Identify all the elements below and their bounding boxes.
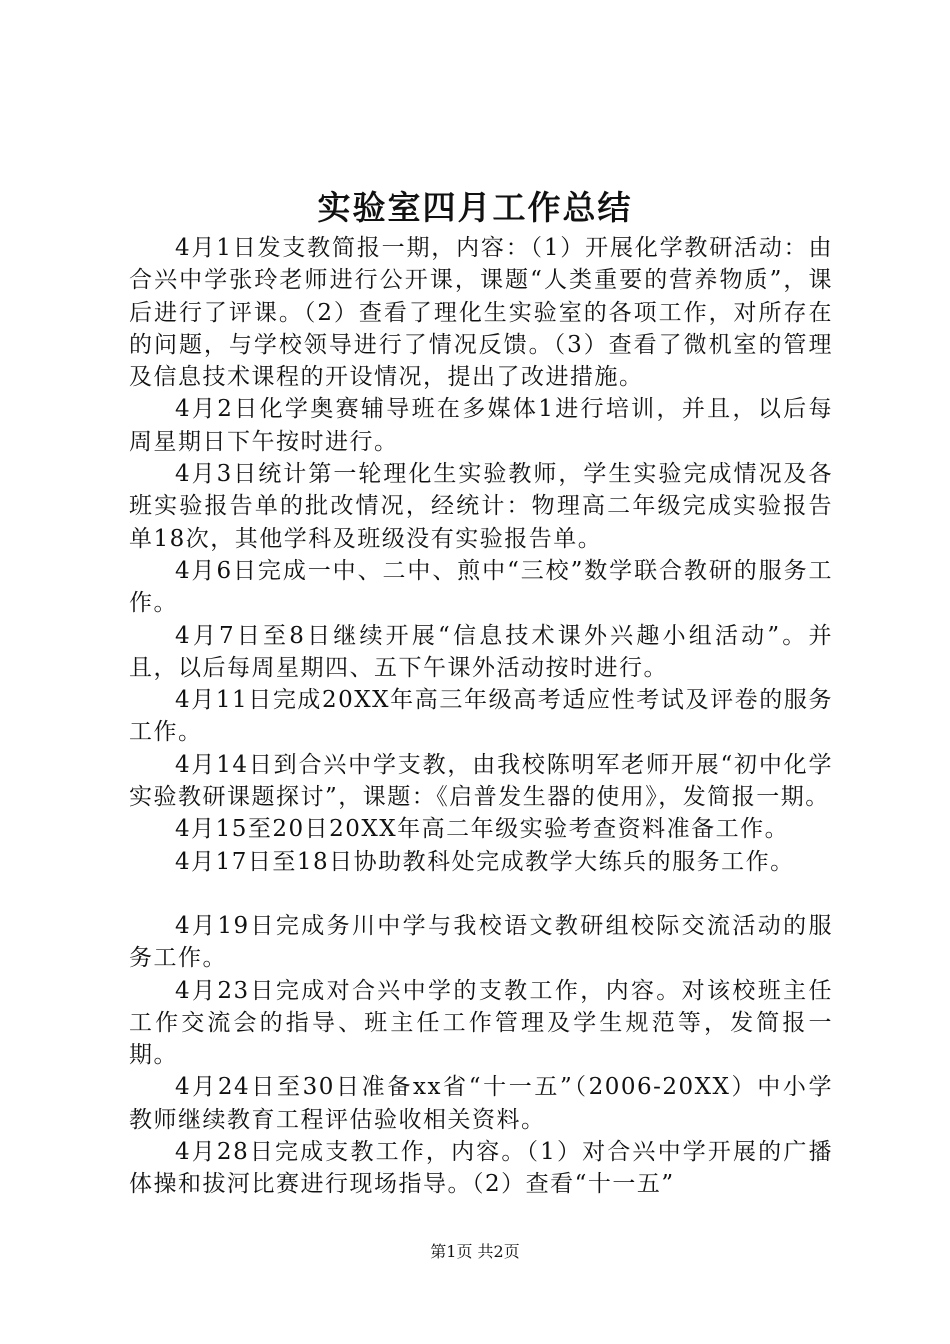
paragraph-apr-01: 4月1日发支教简报一期，内容：（1）开展化学教研活动：由合兴中学张玲老师进行公开课，课题“人类重要的营养物质”，课后进行了评课。（2）查看了理化生实验室的各项工作，对所存在的问题，与学校领导进行了情况反馈。（3）查看了微机室的管理及信息技术课程的开设情况，提出了改进措施。 [129, 235, 833, 391]
paragraph-apr-06: 4月6日完成一中、二中、煎中“三校”数学联合教研的服务工作。 [129, 557, 833, 617]
paragraph-apr-03: 4月3日统计第一轮理化生实验教师，学生实验完成情况及各班实验报告单的批改情况，经统计：物理高二年级完成实验报告单18次，其他学科及班级没有实验报告单。 [129, 461, 833, 552]
document-title: 实验室四月工作总结 [317, 188, 633, 227]
paragraph-apr-19: 4月19日完成务川中学与我校语文教研组校际交流活动的服务工作。 [129, 912, 833, 972]
paragraph-apr-14: 4月14日到合兴中学支教，由我校陈明军老师开展“初中化学实验教研课题探讨”，课题：《启普发生器的使用》，发简报一期。 [129, 751, 833, 811]
paragraph-apr-17: 4月17日至18日协助教科处完成教学大练兵的服务工作。 [175, 848, 795, 875]
paragraph-apr-11: 4月11日完成20XX年高三年级高考适应性考试及评卷的服务工作。 [129, 687, 833, 746]
page-indicator: 第1页 共2页 [430, 1242, 520, 1261]
document-body [129, 232, 833, 1201]
paragraph-apr-24: 4月24日至30日准备xx省“十一五”（2006-20XX）中小学教师继续教育工程评估验收相关资料。 [129, 1074, 833, 1133]
paragraph-apr-28: 4月28日完成支教工作，内容。（1）对合兴中学开展的广播体操和拔河比赛进行现场指导。（2）查看“十一五” [129, 1139, 833, 1198]
paragraph-apr-07: 4月7日至8日继续开展“信息技术课外兴趣小组活动”。并且，以后每周星期四、五下午课外活动按时进行。 [129, 622, 833, 681]
paragraph-apr-02: 4月2日化学奥赛辅导班在多媒体1进行培训，并且，以后每周星期日下午按时进行。 [129, 396, 833, 455]
paragraph-apr-23: 4月23日完成对合兴中学的支教工作，内容。对该校班主任工作交流会的指导、班主任工作管理及学生规范等，发简报一期。 [129, 977, 833, 1069]
paragraph-apr-15: 4月15至20日20XX年高二年级实验考查资料准备工作。 [175, 816, 790, 843]
